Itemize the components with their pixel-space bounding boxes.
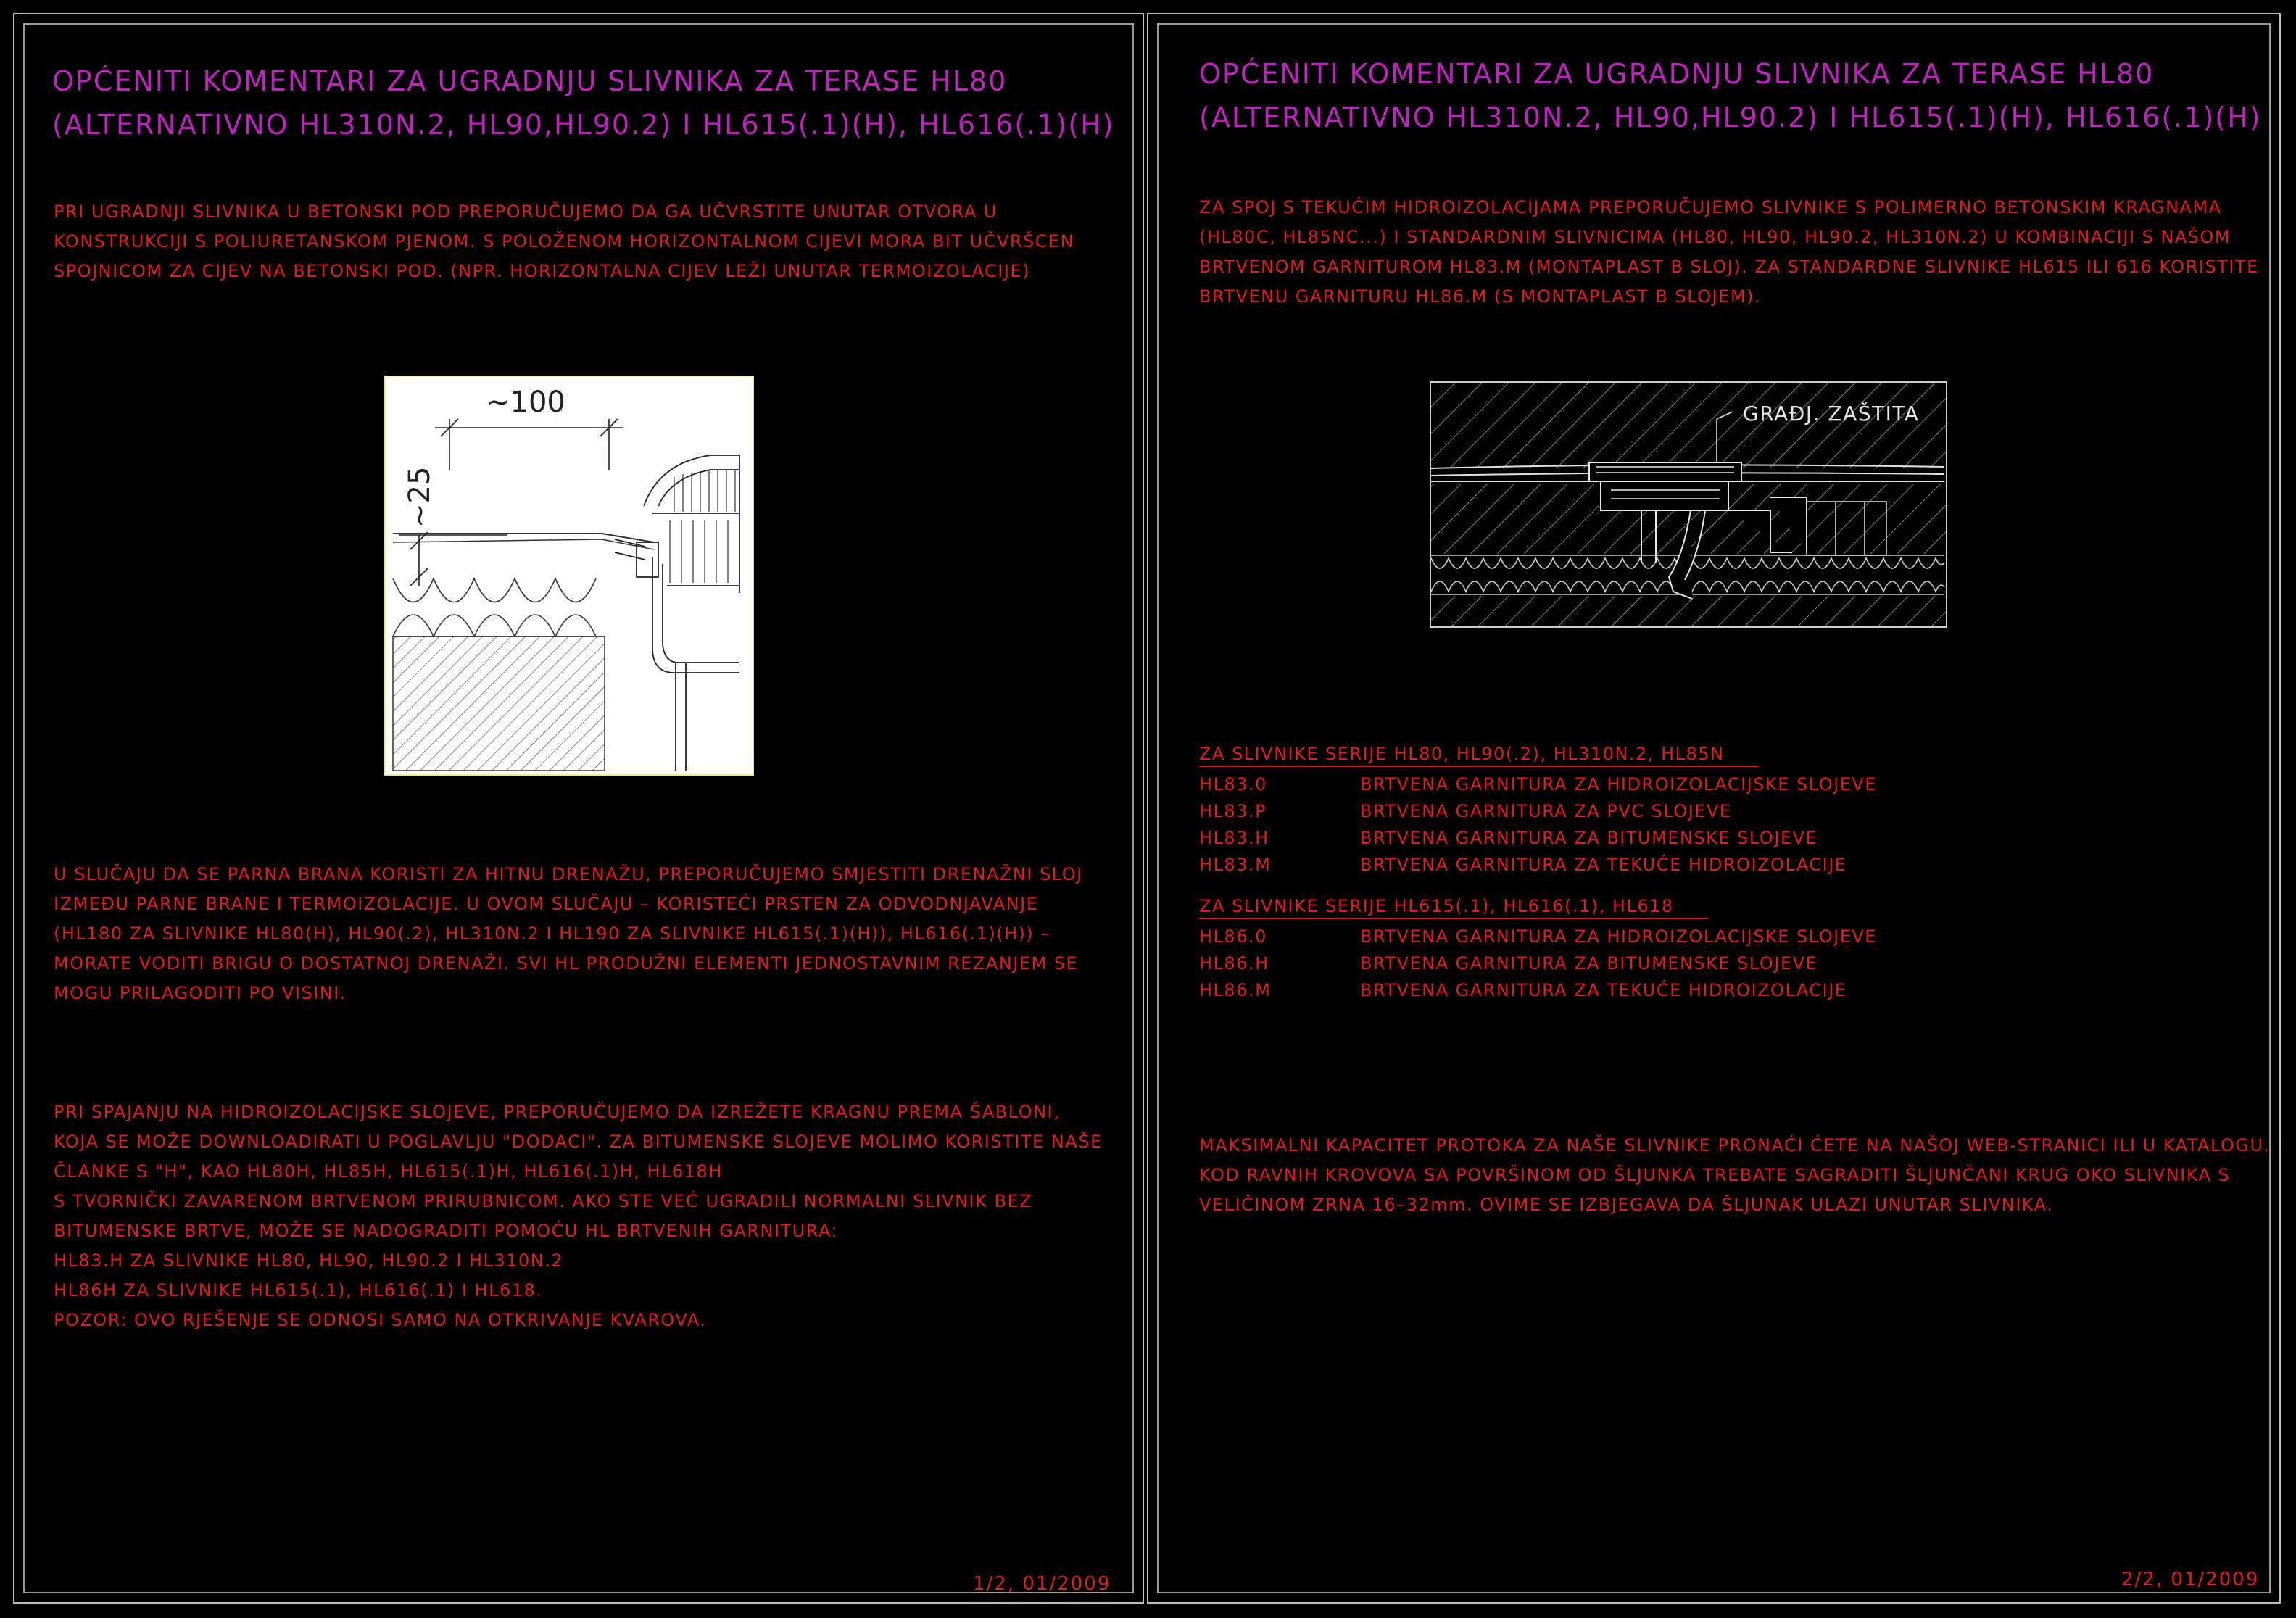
text-line: (HL180 ZA SLIVNIKE HL80(H), HL90(.2), HL310N.2 I HL190 ZA SLIVNIKE HL615(.1)(H)), HL616(.1)(H)) –	[54, 924, 1050, 944]
item-desc: BRTVENA GARNITURA ZA HIDROIZOLACIJSKE SLOJEVE	[1360, 774, 1877, 795]
item-desc: BRTVENA GARNITURA ZA TEKUĆE HIDROIZOLACIJE	[1360, 980, 1847, 1000]
list-2	[1199, 924, 1924, 1004]
protection-screed	[1431, 383, 1946, 468]
text-line: HL86H ZA SLIVNIKE HL615(.1), HL616(.1) I HL618.	[54, 1280, 543, 1300]
dimension-100-label: ~100	[486, 386, 565, 419]
left-paragraph-2	[54, 860, 1083, 1008]
item-code: HL86.H	[1199, 953, 1269, 974]
title-line: (ALTERNATIVNO HL310N.2, HL90,HL90.2) I HL615(.1)(H), HL616(.1)(H)	[52, 109, 1115, 141]
base-slab	[1431, 596, 1946, 626]
list-1	[1199, 771, 1924, 879]
item-desc: BRTVENA GARNITURA ZA BITUMENSKE SLOJEVE	[1360, 828, 1818, 848]
list-item	[1199, 771, 1924, 798]
item-desc: BRTVENA GARNITURA ZA TEKUĆE HIDROIZOLACIJE	[1360, 855, 1847, 875]
page-footer-1: 1/2, 01/2009	[973, 1573, 1111, 1595]
item-desc: BRTVENA GARNITURA ZA BITUMENSKE SLOJEVE	[1360, 953, 1818, 974]
right-paragraph-1	[1199, 193, 2259, 312]
section-detail-figure	[1430, 381, 1947, 628]
text-line: PRI UGRADNJI SLIVNIKA U BETONSKI POD PREPORUČUJEMO DA GA UČVRSTITE UNUTAR OTVORA U	[54, 202, 998, 222]
item-desc: BRTVENA GARNITURA ZA PVC SLOJEVE	[1360, 801, 1732, 821]
text-line: KONSTRUKCIJI S POLIURETANSKOM PJENOM. S POLOŽENOM HORIZONTALNOM CIJEVI MORA BIT UČVRŠCEN	[54, 231, 1075, 252]
list-item	[1199, 924, 1924, 950]
drain-detail-figure	[384, 376, 754, 776]
list-item	[1199, 950, 1924, 977]
item-desc: BRTVENA GARNITURA ZA HIDROIZOLACIJSKE SLOJEVE	[1360, 926, 1877, 947]
title-line: OPĆENITI KOMENTARI ZA UGRADNJU SLIVNIKA ZA TERASE HL80	[1199, 58, 2155, 90]
text-line: MAKSIMALNI KAPACITET PROTOKA ZA NAŠE SLIVNIKE PRONAĆI ĆETE NA NAŠOJ WEB-STRANICI ILI U KATALOGU.	[1199, 1135, 2271, 1156]
text-line: (HL80C, HL85NC...) I STANDARDNIM SLIVNICIMA (HL80, HL90, HL90.2, HL310N.2) U KOMBINACIJI S NAŠOM	[1199, 227, 2231, 247]
list-item	[1199, 798, 1924, 825]
text-line: BITUMENSKE BRTVE, MOŽE SE NADOGRADITI POMOĆU HL BRTVENIH GARNITURA:	[54, 1221, 839, 1241]
text-line: IZMEĐU PARNE BRANE I TERMOIZOLACIJE. U OVOM SLUČAJU – KORISTEĆI PRSTEN ZA ODVODNJAVANJE	[54, 894, 1039, 914]
text-line: POZOR: OVO RJEŠENJE SE ODNOSI SAMO NA OTKRIVANJE KVAROVA.	[54, 1310, 707, 1330]
right-paragraph-2	[1199, 1131, 2271, 1220]
right-title	[1199, 52, 2262, 139]
text-line: U SLUČAJU DA SE PARNA BRANA KORISTI ZA HITNU DRENAŽU, PREPORUČUJEMO SMJESTITI DRENAŽNI SLOJ	[54, 864, 1083, 884]
dimension-25-label: ~25	[403, 466, 436, 528]
text-line: SPOJNICOM ZA CIJEV NA BETONSKI POD. (NPR. HORIZONTALNA CIJEV LEŽI UNUTAR TERMOIZOLACIJE)	[54, 261, 1030, 281]
list-1-title: ZA SLIVNIKE SERIJE HL80, HL90(.2), HL310N.2, HL85N	[1199, 744, 1759, 767]
item-code: HL83.0	[1199, 774, 1267, 795]
text-line: MOGU PRILAGODITI PO VISINI.	[54, 983, 347, 1003]
item-code: HL86.0	[1199, 926, 1267, 947]
list-item	[1199, 852, 1924, 879]
page-footer-2: 2/2, 01/2009	[2121, 1569, 2260, 1590]
text-line: KOD RAVNIH KROVOVA SA POVRŠINOM OD ŠLJUNKA TREBATE SAGRADITI ŠLJUNČANI KRUG OKO SLIVNIKA S	[1199, 1165, 2231, 1185]
text-line: ZA SPOJ S TEKUĆIM HIDROIZOLACIJAMA PREPORUČUJEMO SLIVNIKE S POLIMERNO BETONSKIM KRAGNAMA	[1199, 197, 2222, 217]
list-item	[1199, 825, 1924, 852]
concrete-layer	[393, 636, 605, 771]
list-item	[1199, 977, 1924, 1004]
figure-label: GRAĐJ. ZAŠTITA	[1743, 402, 1920, 426]
item-code: HL83.H	[1199, 828, 1269, 848]
left-paragraph-3	[54, 1098, 1103, 1335]
text-line: ČLANKE S "H", KAO HL80H, HL85H, HL615(.1)H, HL616(.1)H, HL618H	[54, 1161, 723, 1182]
item-code: HL83.M	[1199, 855, 1272, 875]
item-code: HL86.M	[1199, 980, 1272, 1000]
text-line: S TVORNIČKI ZAVARENOM BRTVENOM PRIRUBNICOM. AKO STE VEĆ UGRADILI NORMALNI SLIVNIK BEZ	[54, 1191, 1033, 1211]
left-paragraph-1	[54, 197, 1074, 286]
text-line: HL83.H ZA SLIVNIKE HL80, HL90, HL90.2 I HL310N.2	[54, 1250, 564, 1271]
title-line: (ALTERNATIVNO HL310N.2, HL90,HL90.2) I HL615(.1)(H), HL616(.1)(H)	[1199, 101, 2262, 133]
text-line: BRTVENU GARNITURU HL86.M (S MONTAPLAST B SLOJEM).	[1199, 286, 1762, 307]
text-line: KOJA SE MOŽE DOWNLOADIRATI U POGLAVLJU "DODACI". ZA BITUMENSKE SLOJEVE MOLIMO KORISTITE NAŠE	[54, 1132, 1103, 1152]
text-line: VELIČINOM ZRNA 16–32mm. OVIME SE IZBJEGAVA DA ŠLJUNAK ULAZI UNUTAR SLIVNIKA.	[1199, 1195, 2054, 1215]
text-line: PRI SPAJANJU NA HIDROIZOLACIJSKE SLOJEVE, PREPORUČUJEMO DA IZREŽETE KRAGNU PREMA ŠABLONI,	[54, 1102, 1061, 1122]
title-line: OPĆENITI KOMENTARI ZA UGRADNJU SLIVNIKA ZA TERASE HL80	[52, 65, 1008, 97]
text-line: MORATE VODITI BRIGU O DOSTATNOJ DRENAŽI. SVI HL PRODUŽNI ELEMENTI JEDNOSTAVNIM REZANJEM SE	[54, 953, 1079, 974]
item-code: HL83.P	[1199, 801, 1267, 821]
list-2-title: ZA SLIVNIKE SERIJE HL615(.1), HL616(.1), HL618	[1199, 896, 1708, 919]
text-line: BRTVENOM GARNITUROM HL83.M (MONTAPLAST B SLOJ). ZA STANDARDNE SLIVNIKE HL615 ILI 616 KORISTITE	[1199, 257, 2259, 277]
left-title	[52, 59, 1115, 146]
